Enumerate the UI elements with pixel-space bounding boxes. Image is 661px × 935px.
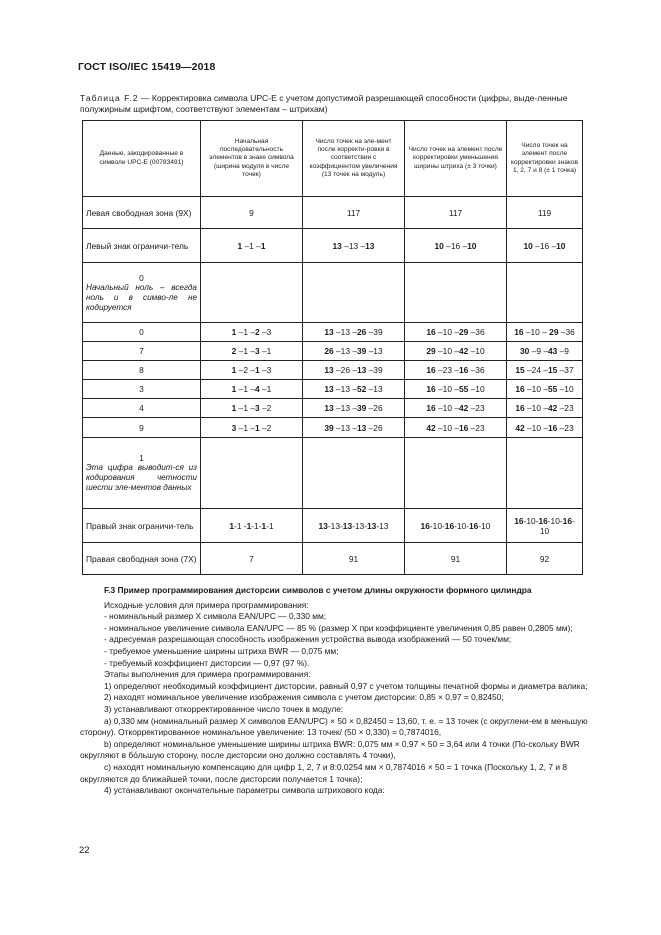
- empty-cell: [405, 263, 507, 323]
- table-cell: 13-13-13-13-13-13: [303, 509, 405, 543]
- paragraph: c) находят номинальную компенсацию для цифр 1, 2, 7 и 8:0,0254 мм × 0,7874016 × 50 = 1 точка (Поскольку 1, 2, 7 и 8 округляются до ближайшей точки, после дисторсии получается 1 точка);: [80, 761, 567, 784]
- table-cell: 117: [405, 197, 507, 229]
- table-header-row: [83, 121, 583, 197]
- table-cell: 30 –9 –43 –9: [507, 342, 583, 361]
- header-cell: Начальная последовательность элементов в знаке символа (ширина модуля в числе точек): [201, 121, 303, 197]
- page-number: 22: [79, 845, 90, 856]
- table-row: [83, 399, 583, 418]
- note-cell: [83, 438, 201, 509]
- note-text: Начальный ноль – всегда ноль и в симво-ле не кодируется: [86, 282, 197, 312]
- table-cell: 16-10-16-10-16-10: [405, 509, 507, 543]
- table-cell: 91: [303, 543, 405, 575]
- table-row: [83, 361, 583, 380]
- table-row: [83, 229, 583, 263]
- paragraph: b) определяют номинальное уменьшение ширины штриха BWR: 0,075 мм × 0,97 × 50 = 3,64 или 4 точки (По-скольку BWR округляют в бо́льшую сторону, после дисторсии оно должно составлять 4 точки),: [80, 738, 580, 761]
- paragraph: - требуемый коэффициент дисторсии — 0,97 (97 %).: [104, 657, 310, 668]
- row-label: Правая свободная зона (7X): [83, 543, 201, 575]
- paragraph: Этапы выполнения для примера программирования:: [104, 669, 311, 680]
- paragraph: 1) определяют необходимый коэффициент дисторсии, равный 0,97 с учетом толщины печатной формы и диаметра валика;: [104, 680, 588, 691]
- row-label: 3: [83, 380, 201, 399]
- table-caption: [80, 93, 590, 115]
- empty-cell: [405, 438, 507, 509]
- paragraph: Исходные условия для примера программирования:: [104, 599, 309, 610]
- table-cell: 16 –10 –55 –10: [405, 380, 507, 399]
- header-cell: Число точек на элемент после корректировки уменьшения ширины штриха (± 3 точки): [405, 121, 507, 197]
- table-row: [83, 509, 583, 543]
- table-cell: 2 –1 –3 –1: [201, 342, 303, 361]
- note-text: Эта цифра выводит-ся из кодирования четности шести эле-ментов данных: [86, 463, 197, 492]
- table-cell: 1 –1 –3 –2: [201, 399, 303, 418]
- note-number: 1: [139, 453, 144, 463]
- table-cell: 1 –1 –4 –1: [201, 380, 303, 399]
- table-cell: 1 –1 –1: [201, 229, 303, 263]
- table-cell: 16 –10 –29 –36: [405, 323, 507, 342]
- empty-cell: [201, 263, 303, 323]
- table-row: [83, 342, 583, 361]
- table-cell: 1-1 -1-1-1-1: [201, 509, 303, 543]
- row-label: 4: [83, 399, 201, 418]
- table-cell: 1 –1 –2 –3: [201, 323, 303, 342]
- table-row: [83, 197, 583, 229]
- paragraph: a) 0,330 мм (номинальный размер X символов EAN/UPC) × 50 × 0,82450 = 13,60, т. е. = 13 точек (с округлени-ем в меньшую сторону). Откорректированное номинальное увеличение: 13 точек/ (50 × 0,330) = 0,7874016,: [80, 715, 588, 738]
- document-header: ГОСТ ISO/IEC 15419—2018: [78, 61, 216, 73]
- table-cell: 13 –13 –26 –39: [303, 323, 405, 342]
- row-label: 8: [83, 361, 201, 380]
- paragraph: - требуемое уменьшение ширины штриха BWR — 0,075 мм;: [104, 645, 339, 656]
- table-cell: 16 –10 –42 –23: [405, 399, 507, 418]
- row-label: Левый знак ограничи-тель: [83, 229, 201, 263]
- table-cell: 16 –10 – 29 –36: [507, 323, 583, 342]
- paragraph: - номинальный размер X символа EAN/UPC — 0,330 мм;: [104, 611, 327, 622]
- table-cell: 119: [507, 197, 583, 229]
- table-cell: 16-10-16-10-16-10: [507, 509, 583, 543]
- table-cell: 16 –10 –55 –10: [507, 380, 583, 399]
- row-label: Левая свободная зона (9X): [83, 197, 201, 229]
- table-cell: 13 –13 –39 –26: [303, 399, 405, 418]
- row-label: 0: [83, 323, 201, 342]
- table-cell: 13 –13 –52 –13: [303, 380, 405, 399]
- row-label: 7: [83, 342, 201, 361]
- note-number: 0: [139, 272, 144, 283]
- empty-cell: [303, 438, 405, 509]
- table-cell: 26 –13 –39 –13: [303, 342, 405, 361]
- table-cell: 15 –24 –15 –37: [507, 361, 583, 380]
- table-cell: 42 –10 –16 –23: [405, 418, 507, 438]
- table-row: [83, 323, 583, 342]
- header-cell: Число точек на эле-мент после корректи-ровки в соответствии с коэффициентом увеличения (13 точек на модуль): [303, 121, 405, 197]
- table-caption-prefix: Таблица F.2: [80, 93, 139, 103]
- table-cell: 1 –2 –1 –3: [201, 361, 303, 380]
- paragraph: 2) находят номинальное увеличение изображения символа с учетом дисторсии: 0,85 × 0,97 = 0,82450;: [104, 692, 504, 703]
- empty-cell: [303, 263, 405, 323]
- table-cell: 3 –1 –1 –2: [201, 418, 303, 438]
- table-note-row: [83, 263, 583, 323]
- row-label: Правый знак ограничи-тель: [83, 509, 201, 543]
- table-cell: 29 –10 –42 –10: [405, 342, 507, 361]
- table-cell: 13 –13 –13: [303, 229, 405, 263]
- section-f3: [80, 585, 590, 797]
- empty-cell: [507, 438, 583, 509]
- header-cell: Данные, закодированные в символе UPC-E (00783491): [83, 121, 201, 197]
- table-row: [83, 418, 583, 438]
- table-cell: 7: [201, 543, 303, 575]
- table-cell: 9: [201, 197, 303, 229]
- table-cell: 10 –16 –10: [507, 229, 583, 263]
- table-row: [83, 543, 583, 575]
- empty-cell: [201, 438, 303, 509]
- paragraph: 4) устанавливают окончательные параметры символа штрихового кода:: [104, 785, 385, 796]
- table-cell: 92: [507, 543, 583, 575]
- section-title: F.3 Пример программирования дисторсии символов с учетом длины окружности формного цилиндра: [104, 585, 532, 595]
- table-cell: 10 –16 –10: [405, 229, 507, 263]
- paragraph: - адресуемая разрешающая способность изображения устройства вывода изображений — 50 точек/мм;: [104, 634, 512, 645]
- header-cell: Число точек на элемент после корректировки знаков 1, 2, 7 и 8 (± 1 точка): [507, 121, 583, 197]
- table-row: [83, 380, 583, 399]
- table-cell: 16 –23 –16 –36: [405, 361, 507, 380]
- table-note-row: [83, 438, 583, 509]
- paragraph: 3) устанавливают откорректированное число точек в модуле:: [104, 703, 344, 714]
- note-cell: [83, 263, 201, 323]
- table-cell: 91: [405, 543, 507, 575]
- correction-table: [82, 120, 583, 575]
- row-label: 9: [83, 418, 201, 438]
- table-cell: 16 –10 –42 –23: [507, 399, 583, 418]
- empty-cell: [507, 263, 583, 323]
- table-caption-text: — Корректировка символа UPC-E с учетом допустимой разрешающей способности (цифры, выде-ленные полужирным шрифтом, соответствуют элементам – штрихам): [80, 93, 568, 114]
- table-cell: 117: [303, 197, 405, 229]
- table-cell: 13 –26 –13 –39: [303, 361, 405, 380]
- table-cell: 42 –10 –16 –23: [507, 418, 583, 438]
- table-cell: 39 –13 –13 –26: [303, 418, 405, 438]
- paragraph: - номинальное увеличение символа EAN/UPC — 85 % (размер X при коэффициенте увеличения 0,85 равен 0,2805 мм);: [104, 622, 573, 633]
